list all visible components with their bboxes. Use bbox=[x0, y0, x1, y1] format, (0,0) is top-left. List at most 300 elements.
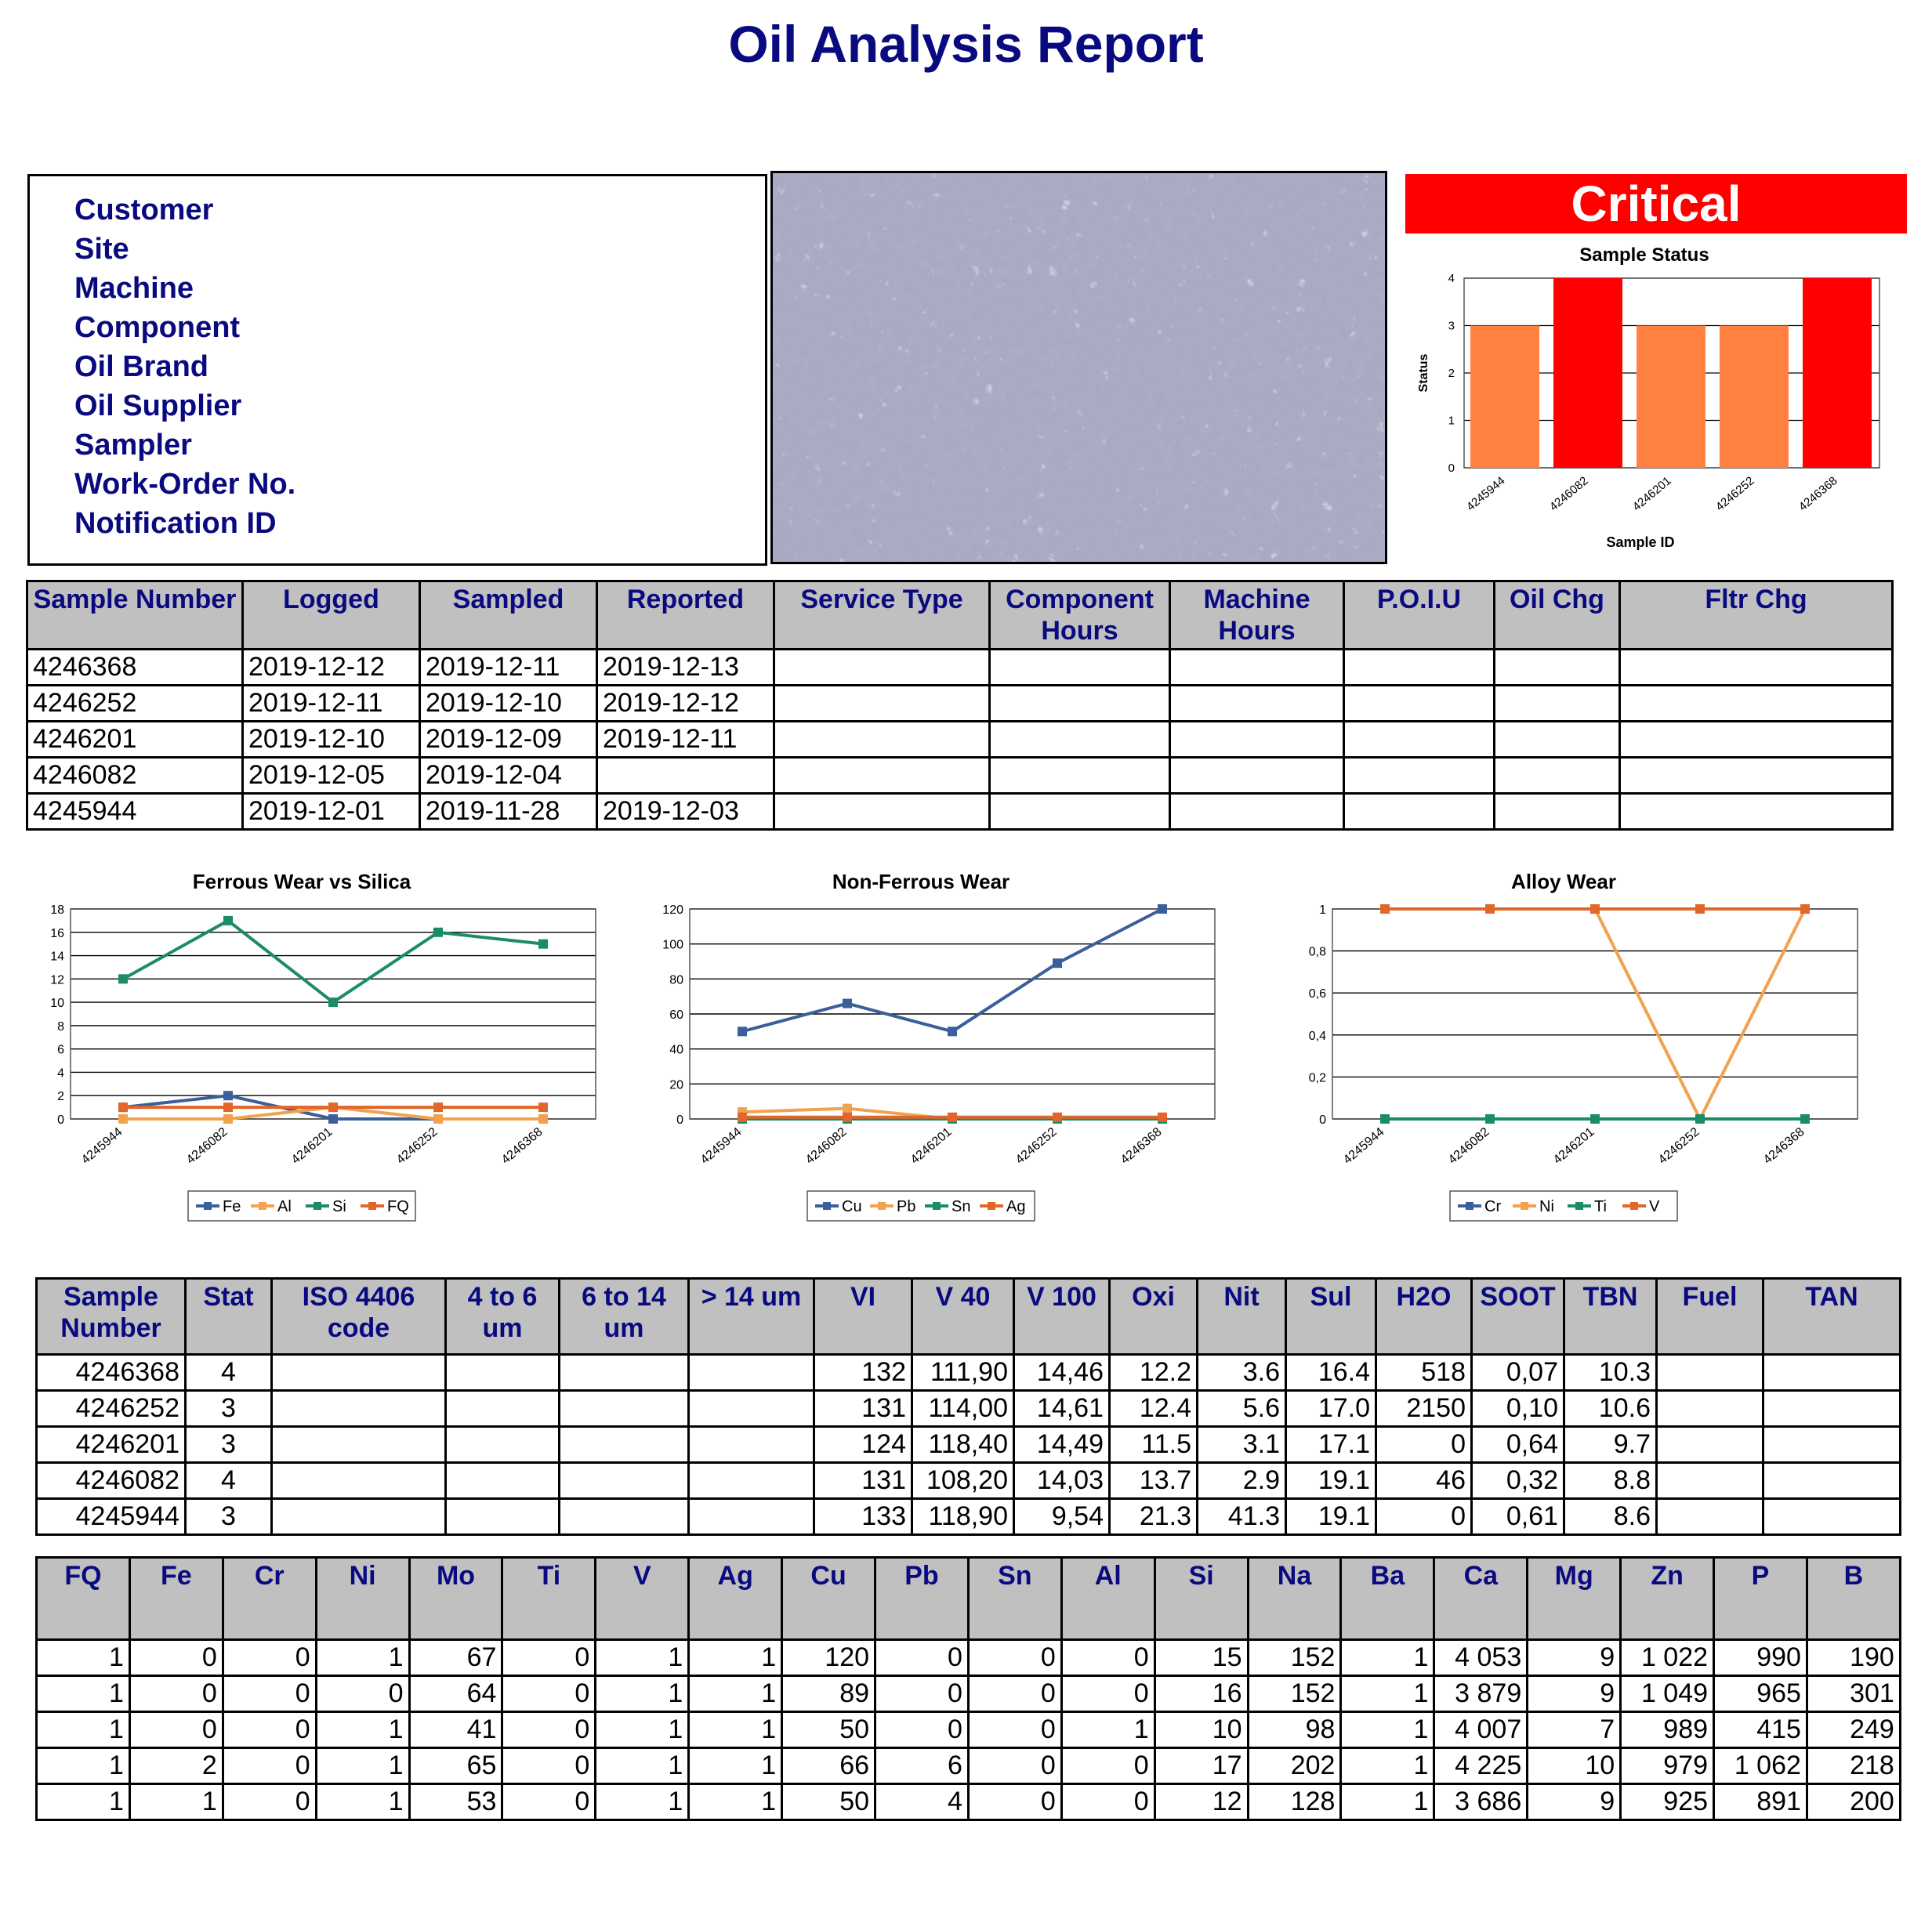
table-cell: 4245944 bbox=[37, 1499, 186, 1535]
table-cell: 0,32 bbox=[1472, 1463, 1564, 1499]
elements-col-header: Ni bbox=[316, 1558, 409, 1640]
elements-col-header: Ba bbox=[1341, 1558, 1434, 1640]
legend-marker bbox=[368, 1202, 376, 1210]
table-cell: 131 bbox=[814, 1463, 912, 1499]
status-badge: Critical bbox=[1405, 174, 1907, 234]
table-cell: 9 bbox=[1528, 1784, 1621, 1820]
table-cell: 4 053 bbox=[1434, 1640, 1528, 1676]
data-point bbox=[843, 1113, 852, 1122]
table-cell: 4 225 bbox=[1434, 1748, 1528, 1784]
y-tick-label: 120 bbox=[662, 903, 683, 917]
non-ferrous-wear-chart bbox=[643, 862, 1246, 1230]
elements-col-header: Ca bbox=[1434, 1558, 1528, 1640]
legend-marker bbox=[259, 1202, 266, 1210]
data-point bbox=[223, 1103, 233, 1112]
elements-col-header: FQ bbox=[37, 1558, 130, 1640]
results-col-header: H2O bbox=[1376, 1279, 1472, 1355]
elements-col-header: Na bbox=[1248, 1558, 1341, 1640]
table-row bbox=[37, 1712, 1901, 1748]
table-cell: 0,07 bbox=[1472, 1355, 1564, 1391]
x-tick-label: 4246082 bbox=[183, 1125, 230, 1168]
x-tick-label: 4246252 bbox=[1713, 474, 1757, 514]
table-cell: 1 bbox=[689, 1676, 782, 1712]
table-cell: 415 bbox=[1714, 1712, 1807, 1748]
notification-id-label: Notification ID bbox=[74, 507, 277, 540]
chart-title: Sample Status bbox=[1579, 244, 1709, 266]
data-point bbox=[843, 1104, 852, 1113]
table-cell: 1 bbox=[596, 1748, 689, 1784]
results-col-header: Nit bbox=[1198, 1279, 1286, 1355]
table-row bbox=[37, 1391, 1901, 1427]
table-cell bbox=[446, 1427, 560, 1463]
data-point bbox=[1380, 904, 1390, 914]
data-point bbox=[1695, 904, 1705, 914]
table-cell bbox=[1495, 722, 1620, 758]
table-cell: 12 bbox=[1154, 1784, 1248, 1820]
ferrous-wear-chart bbox=[24, 862, 627, 1230]
machine-label: Machine bbox=[74, 272, 194, 305]
table-cell bbox=[1170, 650, 1344, 686]
table-cell: 0 bbox=[502, 1640, 596, 1676]
x-tick-label: 4246201 bbox=[1629, 474, 1674, 514]
table-cell: 118,40 bbox=[912, 1427, 1014, 1463]
table-cell bbox=[1344, 794, 1495, 830]
legend-marker bbox=[1630, 1202, 1638, 1210]
table-cell bbox=[1620, 650, 1893, 686]
samples-col-header: Sample Number bbox=[27, 581, 243, 650]
table-cell: 132 bbox=[814, 1355, 912, 1391]
table-cell bbox=[1170, 794, 1344, 830]
series-line-si bbox=[123, 921, 543, 1002]
table-cell: 2019-12-12 bbox=[597, 686, 774, 722]
table-cell: 1 bbox=[1341, 1640, 1434, 1676]
table-cell: 1 bbox=[1341, 1712, 1434, 1748]
data-point bbox=[1590, 904, 1600, 914]
table-cell: 0 bbox=[968, 1640, 1061, 1676]
table-cell bbox=[560, 1499, 689, 1535]
table-cell: 4 bbox=[875, 1784, 969, 1820]
table-cell: 50 bbox=[782, 1784, 875, 1820]
table-cell bbox=[689, 1427, 814, 1463]
legend-label: Ti bbox=[1594, 1198, 1607, 1215]
table-cell bbox=[1620, 686, 1893, 722]
results-col-header: Fuel bbox=[1657, 1279, 1763, 1355]
table-cell: 4246252 bbox=[37, 1391, 186, 1427]
table-cell: 2019-12-10 bbox=[243, 722, 420, 758]
table-cell bbox=[689, 1463, 814, 1499]
table-cell: 0 bbox=[968, 1784, 1061, 1820]
table-cell: 2150 bbox=[1376, 1391, 1472, 1427]
table-cell bbox=[1763, 1355, 1901, 1391]
table-cell: 0 bbox=[502, 1784, 596, 1820]
table-cell: 0 bbox=[1061, 1748, 1154, 1784]
table-cell: 152 bbox=[1248, 1676, 1341, 1712]
table-cell: 13.7 bbox=[1110, 1463, 1198, 1499]
legend-marker bbox=[1466, 1202, 1473, 1210]
table-cell: 14,49 bbox=[1014, 1427, 1110, 1463]
table-cell: 21.3 bbox=[1110, 1499, 1198, 1535]
x-tick-label: 4246252 bbox=[393, 1125, 440, 1168]
table-cell bbox=[1495, 794, 1620, 830]
data-point bbox=[328, 998, 338, 1007]
table-cell bbox=[1344, 722, 1495, 758]
table-cell: 41 bbox=[409, 1712, 502, 1748]
table-cell: 0 bbox=[1061, 1640, 1154, 1676]
table-row bbox=[27, 758, 1893, 794]
status-bar bbox=[1470, 326, 1539, 469]
table-cell: 891 bbox=[1714, 1784, 1807, 1820]
table-cell: 16.4 bbox=[1286, 1355, 1376, 1391]
table-cell: 64 bbox=[409, 1676, 502, 1712]
data-point bbox=[433, 928, 443, 937]
x-tick-label: 4245944 bbox=[698, 1125, 745, 1168]
table-cell: 4246368 bbox=[37, 1355, 186, 1391]
elements-col-header: Cu bbox=[782, 1558, 875, 1640]
oil-brand-label: Oil Brand bbox=[74, 350, 209, 383]
legend-label: Si bbox=[332, 1198, 346, 1215]
table-cell: 0 bbox=[502, 1676, 596, 1712]
x-tick-label: 4246368 bbox=[498, 1125, 546, 1168]
table-cell: 1 bbox=[596, 1640, 689, 1676]
x-tick-label: 4245944 bbox=[1463, 474, 1508, 514]
samples-col-header: Reported bbox=[597, 581, 774, 650]
table-cell bbox=[1344, 686, 1495, 722]
elements-col-header: Ti bbox=[502, 1558, 596, 1640]
results-col-header: V 40 bbox=[912, 1279, 1014, 1355]
data-point bbox=[223, 916, 233, 925]
y-tick-label: 4 bbox=[1448, 272, 1455, 285]
data-point bbox=[223, 1091, 233, 1100]
samples-col-header: Logged bbox=[243, 581, 420, 650]
y-tick-label: 14 bbox=[50, 950, 64, 964]
results-col-header: SOOT bbox=[1472, 1279, 1564, 1355]
results-col-header: TAN bbox=[1763, 1279, 1901, 1355]
table-cell bbox=[560, 1391, 689, 1427]
table-cell bbox=[1620, 722, 1893, 758]
table-cell: 2019-11-28 bbox=[420, 794, 597, 830]
table-cell: 1 bbox=[1341, 1748, 1434, 1784]
table-cell: 1 bbox=[316, 1784, 409, 1820]
table-cell: 1 bbox=[596, 1784, 689, 1820]
y-tick-label: 40 bbox=[669, 1043, 683, 1057]
results-col-header: 6 to 14 um bbox=[560, 1279, 689, 1355]
page-title: Oil Analysis Report bbox=[728, 15, 1204, 73]
legend-marker bbox=[988, 1202, 995, 1210]
y-tick-label: 0,6 bbox=[1308, 987, 1326, 1001]
table-cell: 0 bbox=[223, 1784, 316, 1820]
elements-col-header: B bbox=[1807, 1558, 1900, 1640]
table-cell: 0 bbox=[1376, 1427, 1472, 1463]
table-cell bbox=[1763, 1427, 1901, 1463]
legend-label: Al bbox=[277, 1198, 292, 1215]
table-cell: 0 bbox=[1061, 1784, 1154, 1820]
results-col-header: Oxi bbox=[1110, 1279, 1198, 1355]
oil-supplier-label: Oil Supplier bbox=[74, 389, 242, 422]
data-point bbox=[1380, 1114, 1390, 1124]
y-tick-label: 80 bbox=[669, 973, 683, 987]
table-cell bbox=[1620, 794, 1893, 830]
elements-col-header: P bbox=[1714, 1558, 1807, 1640]
table-cell bbox=[1763, 1463, 1901, 1499]
table-cell: 1 bbox=[1341, 1784, 1434, 1820]
legend-marker bbox=[314, 1202, 321, 1210]
legend-label: Fe bbox=[223, 1198, 241, 1215]
table-cell: 979 bbox=[1621, 1748, 1714, 1784]
table-cell: 3 879 bbox=[1434, 1676, 1528, 1712]
table-cell bbox=[1657, 1355, 1763, 1391]
table-cell: 65 bbox=[409, 1748, 502, 1784]
table-cell: 2.9 bbox=[1198, 1463, 1286, 1499]
table-cell bbox=[1170, 722, 1344, 758]
samples-col-header: Sampled bbox=[420, 581, 597, 650]
component-label: Component bbox=[74, 311, 241, 344]
chart-title: Alloy Wear bbox=[1511, 870, 1616, 893]
x-tick-label: 4246082 bbox=[803, 1125, 850, 1168]
table-cell: 1 bbox=[1341, 1676, 1434, 1712]
table-row bbox=[27, 722, 1893, 758]
table-cell: 2019-12-05 bbox=[243, 758, 420, 794]
x-tick-label: 4246201 bbox=[288, 1125, 335, 1168]
table-cell bbox=[774, 722, 990, 758]
table-cell bbox=[560, 1355, 689, 1391]
table-cell bbox=[990, 722, 1170, 758]
table-row bbox=[37, 1784, 1901, 1820]
x-tick-label: 4246252 bbox=[1655, 1125, 1702, 1168]
chart-title: Ferrous Wear vs Silica bbox=[192, 870, 411, 893]
y-tick-label: 0,4 bbox=[1308, 1029, 1326, 1043]
table-cell: 2019-12-13 bbox=[597, 650, 774, 686]
data-point bbox=[538, 1114, 548, 1124]
table-cell bbox=[1495, 686, 1620, 722]
data-point bbox=[738, 1026, 747, 1036]
y-tick-label: 4 bbox=[57, 1066, 64, 1081]
table-cell: 0 bbox=[968, 1748, 1061, 1784]
table-cell: 14,61 bbox=[1014, 1391, 1110, 1427]
site-label: Site bbox=[74, 233, 129, 266]
table-cell: 3.1 bbox=[1198, 1427, 1286, 1463]
legend-label: Pb bbox=[897, 1198, 916, 1215]
table-cell: 0 bbox=[129, 1676, 223, 1712]
table-cell: 990 bbox=[1714, 1640, 1807, 1676]
table-cell bbox=[990, 686, 1170, 722]
table-cell: 0 bbox=[1061, 1676, 1154, 1712]
table-cell: 4246368 bbox=[27, 650, 243, 686]
table-cell bbox=[1170, 686, 1344, 722]
status-bar bbox=[1637, 326, 1705, 469]
table-cell: 0 bbox=[875, 1712, 969, 1748]
table-cell bbox=[1763, 1391, 1901, 1427]
x-tick-label: 4246368 bbox=[1118, 1125, 1165, 1168]
table-cell: 10 bbox=[1528, 1748, 1621, 1784]
results-col-header: > 14 um bbox=[689, 1279, 814, 1355]
status-bar bbox=[1803, 278, 1872, 468]
legend-label: V bbox=[1649, 1198, 1660, 1215]
table-cell: 10.6 bbox=[1564, 1391, 1657, 1427]
legend-marker bbox=[933, 1202, 941, 1210]
oil-sample-micrograph bbox=[770, 171, 1387, 564]
x-axis-label: Sample ID bbox=[1606, 534, 1675, 550]
table-cell: 4246082 bbox=[37, 1463, 186, 1499]
table-cell: 10.3 bbox=[1564, 1355, 1657, 1391]
x-tick-label: 4245944 bbox=[1340, 1125, 1387, 1168]
y-tick-label: 12 bbox=[50, 973, 64, 987]
table-cell bbox=[990, 650, 1170, 686]
legend-label: Ni bbox=[1539, 1198, 1554, 1215]
data-point bbox=[538, 1103, 548, 1112]
table-cell: 4 007 bbox=[1434, 1712, 1528, 1748]
x-tick-label: 4246368 bbox=[1796, 474, 1840, 514]
table-cell bbox=[1344, 758, 1495, 794]
y-tick-label: 0 bbox=[676, 1113, 683, 1127]
y-axis-label: Status bbox=[1417, 353, 1430, 393]
legend-marker bbox=[1521, 1202, 1528, 1210]
table-cell: 1 bbox=[689, 1640, 782, 1676]
data-point bbox=[948, 1026, 957, 1036]
data-point bbox=[433, 1114, 443, 1124]
results-col-header: TBN bbox=[1564, 1279, 1657, 1355]
legend-label: Ag bbox=[1006, 1198, 1026, 1215]
data-point bbox=[223, 1114, 233, 1124]
table-cell: 12.2 bbox=[1110, 1355, 1198, 1391]
y-tick-label: 2 bbox=[1448, 367, 1455, 380]
table-row bbox=[37, 1463, 1901, 1499]
samples-col-header: Machine Hours bbox=[1170, 581, 1344, 650]
table-cell bbox=[1495, 650, 1620, 686]
table-cell: 0 bbox=[968, 1712, 1061, 1748]
y-tick-label: 16 bbox=[50, 926, 64, 940]
x-tick-label: 4246368 bbox=[1760, 1125, 1807, 1168]
data-point bbox=[843, 999, 852, 1008]
data-point bbox=[1053, 1113, 1062, 1122]
table-cell: 15 bbox=[1154, 1640, 1248, 1676]
table-cell: 1 bbox=[37, 1712, 130, 1748]
table-row bbox=[37, 1640, 1901, 1676]
elements-col-header: Si bbox=[1154, 1558, 1248, 1640]
table-cell bbox=[774, 758, 990, 794]
data-point bbox=[1800, 904, 1810, 914]
table-cell: 17 bbox=[1154, 1748, 1248, 1784]
table-cell: 0 bbox=[875, 1640, 969, 1676]
table-cell bbox=[1657, 1391, 1763, 1427]
table-cell: 4246201 bbox=[27, 722, 243, 758]
table-cell: 1 049 bbox=[1621, 1676, 1714, 1712]
table-cell: 2019-12-09 bbox=[420, 722, 597, 758]
table-cell: 0 bbox=[129, 1712, 223, 1748]
data-point bbox=[328, 1114, 338, 1124]
table-cell: 0 bbox=[502, 1748, 596, 1784]
y-tick-label: 20 bbox=[669, 1078, 683, 1092]
table-cell: 53 bbox=[409, 1784, 502, 1820]
legend-marker bbox=[878, 1202, 886, 1210]
table-cell: 0 bbox=[223, 1748, 316, 1784]
table-cell bbox=[1657, 1499, 1763, 1535]
oil-condition-table bbox=[35, 1277, 1901, 1536]
elements-col-header: Ag bbox=[689, 1558, 782, 1640]
table-cell bbox=[689, 1499, 814, 1535]
series-line-cu bbox=[742, 909, 1162, 1031]
results-col-header: ISO 4406 code bbox=[272, 1279, 446, 1355]
y-tick-label: 0 bbox=[1448, 462, 1455, 475]
table-cell: 2019-12-03 bbox=[597, 794, 774, 830]
table-cell: 989 bbox=[1621, 1712, 1714, 1748]
table-cell: 17.1 bbox=[1286, 1427, 1376, 1463]
table-cell: 3 686 bbox=[1434, 1784, 1528, 1820]
y-tick-label: 10 bbox=[50, 997, 64, 1011]
table-cell bbox=[272, 1355, 446, 1391]
table-cell bbox=[1657, 1463, 1763, 1499]
table-cell bbox=[689, 1355, 814, 1391]
table-cell: 14,03 bbox=[1014, 1463, 1110, 1499]
customer-label: Customer bbox=[74, 194, 214, 226]
y-tick-label: 0,2 bbox=[1308, 1071, 1326, 1085]
table-cell: 190 bbox=[1807, 1640, 1900, 1676]
table-cell: 965 bbox=[1714, 1676, 1807, 1712]
table-cell bbox=[1495, 758, 1620, 794]
table-cell: 2019-12-04 bbox=[420, 758, 597, 794]
table-cell: 3 bbox=[186, 1499, 272, 1535]
table-cell: 12.4 bbox=[1110, 1391, 1198, 1427]
table-cell: 1 bbox=[37, 1748, 130, 1784]
status-bar bbox=[1720, 326, 1789, 469]
y-tick-label: 0 bbox=[57, 1113, 64, 1127]
table-cell: 249 bbox=[1807, 1712, 1900, 1748]
table-cell: 152 bbox=[1248, 1640, 1341, 1676]
table-cell: 218 bbox=[1807, 1748, 1900, 1784]
table-cell: 1 bbox=[596, 1676, 689, 1712]
table-cell: 0 bbox=[875, 1676, 969, 1712]
legend-label: FQ bbox=[387, 1198, 409, 1215]
table-cell bbox=[597, 758, 774, 794]
table-cell: 1 bbox=[316, 1640, 409, 1676]
table-cell: 1 bbox=[316, 1712, 409, 1748]
elements-col-header: Sn bbox=[968, 1558, 1061, 1640]
results-col-header: Sul bbox=[1286, 1279, 1376, 1355]
table-cell: 2 bbox=[129, 1748, 223, 1784]
table-cell: 7 bbox=[1528, 1712, 1621, 1748]
y-tick-label: 18 bbox=[50, 903, 64, 917]
data-point bbox=[328, 1103, 338, 1112]
table-cell bbox=[774, 686, 990, 722]
data-point bbox=[1485, 1114, 1495, 1124]
table-cell: 19.1 bbox=[1286, 1499, 1376, 1535]
table-cell: 4 bbox=[186, 1355, 272, 1391]
elements-col-header: Fe bbox=[129, 1558, 223, 1640]
table-cell: 3 bbox=[186, 1427, 272, 1463]
data-point bbox=[118, 974, 128, 983]
table-cell bbox=[272, 1391, 446, 1427]
table-cell bbox=[1763, 1499, 1901, 1535]
table-row bbox=[37, 1355, 1901, 1391]
y-tick-label: 0,8 bbox=[1308, 945, 1326, 959]
elements-col-header: Mo bbox=[409, 1558, 502, 1640]
table-cell: 0,61 bbox=[1472, 1499, 1564, 1535]
y-tick-label: 60 bbox=[669, 1008, 683, 1022]
table-cell: 4246082 bbox=[27, 758, 243, 794]
table-cell bbox=[1657, 1427, 1763, 1463]
y-tick-label: 3 bbox=[1448, 319, 1455, 333]
table-cell bbox=[446, 1463, 560, 1499]
y-tick-label: 1 bbox=[1319, 903, 1326, 917]
table-cell bbox=[1170, 758, 1344, 794]
samples-table bbox=[26, 580, 1894, 831]
results-col-header: V 100 bbox=[1014, 1279, 1110, 1355]
y-tick-label: 2 bbox=[57, 1090, 64, 1104]
results-col-header: VI bbox=[814, 1279, 912, 1355]
table-cell: 1 bbox=[316, 1748, 409, 1784]
x-tick-label: 4245944 bbox=[78, 1125, 125, 1168]
table-cell: 0,10 bbox=[1472, 1391, 1564, 1427]
data-point bbox=[1485, 904, 1495, 914]
